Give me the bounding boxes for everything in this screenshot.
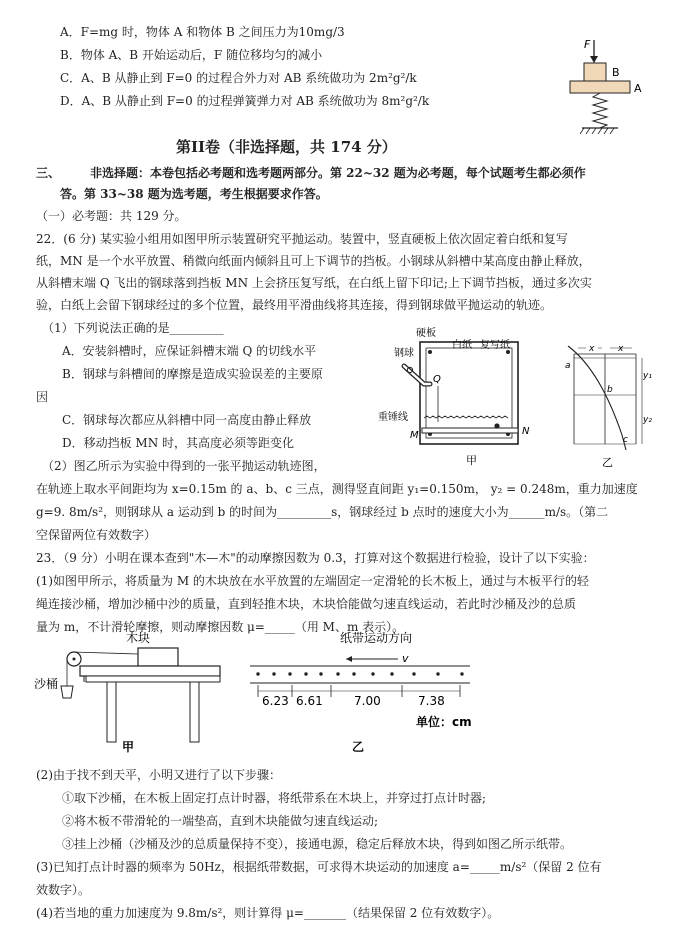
option-a: A．F=mg 时，物体 A 和物体 B 之间压力为10mg/3 <box>60 25 345 39</box>
q23-part4: (4)若当地的重力加速度为 9.8m/s²，则计算得 μ=_______（结果保留 2 位有效数字）。 <box>36 906 500 920</box>
q22-line1: 22．(6 分) 某实验小组用如图甲所示装置研究平抛运动。装置中，竖直硬板上依次固定着白纸和复写 <box>36 232 568 246</box>
segment-2: 6.61 <box>296 694 323 708</box>
label-b-point: b <box>607 385 613 395</box>
label-q: Q <box>433 374 441 385</box>
label-tape-direction: 纸带运动方向 <box>340 631 413 645</box>
section3-num: 三、 <box>36 166 61 180</box>
q22-opt-c: C．钢球每次都应从斜槽中同一高度由静止释放 <box>62 413 312 427</box>
figure-jia-apparatus <box>376 326 534 471</box>
q23-line4: 量为 m，不计滑轮摩擦，则动摩擦因数 μ=_____（用 M、m 表示）。 <box>36 620 405 634</box>
label-whitepaper: 白纸 <box>452 340 472 351</box>
label-x2: x <box>618 344 624 354</box>
caption-23-jia: 甲 <box>122 740 135 754</box>
q22-part2-line2: 在轨迹上取水平间距均为 x=0.15m 的 a、b、c 三点，测得竖直间距 y₁=0.150m， y₂ = 0.248m，重力加速度 <box>36 482 638 496</box>
required-heading: （一）必考题：共 129 分。 <box>36 209 187 223</box>
label-y1: y₁ <box>643 371 652 381</box>
q23-line3: 绳连接沙桶，增加沙桶中沙的质量，直到轻推木块，木块恰能做匀速直线运动，若此时沙桶及沙的总质 <box>36 597 577 611</box>
q22-part2-line1: （2）图乙所示为实验中得到的一张平抛运动轨迹图， <box>42 459 326 473</box>
label-f: F <box>584 38 591 51</box>
label-b: B <box>612 66 620 79</box>
q23-line1: 23．（9 分）小明在课本查到"木—木"的动摩擦因数为 0.3，打算对这个数据进行检验，设计了以下实验： <box>36 551 595 565</box>
label-block: 木块 <box>126 631 151 645</box>
q22-line3: 从斜槽末端 Q 飞出的钢球落到挡板 MN 上会挤压复写纸，在白纸上留下印记;上下调节挡板，通过多次实 <box>36 276 592 290</box>
q23-part3-line1: (3)已知打点计时器的频率为 50Hz，根据纸带数据，可求得木块运动的加速度 a=_____m/s²（保留 2 位有 <box>36 860 602 874</box>
label-a-point: a <box>565 361 571 371</box>
label-c-point: c <box>623 435 628 445</box>
caption-23-yi: 乙 <box>352 740 365 754</box>
q23-step1: ①取下沙桶，在木板上固定打点计时器，将纸带系在木块上，并穿过打点计时器; <box>62 791 487 805</box>
q22-line2: 纸，MN 是一个水平放置、稍微向纸面内倾斜且可上下调节的挡板。小钢球从斜槽中某高度由静止释放， <box>36 254 591 268</box>
label-a: A <box>634 82 642 95</box>
label-m: M <box>410 430 419 441</box>
figure-yi-trajectory <box>560 340 660 472</box>
label-y2: y₂ <box>643 415 652 425</box>
segment-4: 7.38 <box>418 694 445 708</box>
part2-title: 第II卷（非选择题，共 174 分） <box>176 138 397 156</box>
q22-part1: （1）下列说法正确的是_________ <box>42 321 224 335</box>
q23-line2: (1)如图甲所示，将质量为 M 的木块放在水平放置的左端固定一定滑轮的长木板上，通过与木板平行的轻 <box>36 574 589 588</box>
q23-part2: (2)由于找不到天平，小明又进行了以下步骤： <box>36 768 281 782</box>
label-bucket: 沙桶 <box>34 677 59 691</box>
label-hardboard: 硬板 <box>416 328 436 339</box>
label-plumb: 重锤线 <box>378 412 408 423</box>
label-velocity: v <box>402 652 409 665</box>
caption-yi: 乙 <box>602 456 613 469</box>
label-carbon: 复写纸 <box>480 340 510 351</box>
q22-line4: 验，白纸上会留下钢球经过的多个位置，最终用平滑曲线将其连接，得到钢球做平抛运动的轨迹。 <box>36 298 553 312</box>
section3-line2: 答。第 33~38 题为选考题，考生根据要求作答。 <box>60 187 328 201</box>
q22-part2-line4: 空保留两位有效数字） <box>36 528 157 542</box>
option-b: B．物体 A、B 开始运动后，F 随位移均匀的减小 <box>60 48 323 62</box>
figure23-yi-tape <box>246 630 476 758</box>
q23-step3: ③挂上沙桶（沙桶及沙的总质量保持不变），接通电源，稳定后释放木块，得到如图乙所示纸带。 <box>62 837 573 851</box>
q22-opt-a: A．安装斜槽时，应保证斜槽末端 Q 的切线水平 <box>62 344 317 358</box>
q22-opt-d: D．移动挡板 MN 时，其高度必须等距变化 <box>62 436 295 450</box>
label-n: N <box>522 426 530 437</box>
caption-jia: 甲 <box>466 454 477 467</box>
section3-line1: 非选择题：本卷包括必考题和选考题两部分。第 22~32 题为必考题，每个试题考生都必须作 <box>90 166 586 180</box>
label-x1: x <box>589 344 595 354</box>
tape-dots <box>256 672 463 675</box>
segment-3: 7.00 <box>354 694 381 708</box>
q23-part3-line2: 效数字）。 <box>36 883 91 897</box>
q22-opt-b-cont: 因 <box>36 390 49 404</box>
q22-part2-line3: g=9. 8m/s²，则钢球从 a 运动到 b 的时间为_________s，钢球经过 b 点时的速度大小为______m/s。（第二 <box>36 505 609 519</box>
spring-figure <box>560 30 680 140</box>
option-d: D．A、B 从静止到 F=0 的过程弹簧弹力对 AB 系统做功为 8m²g²/k <box>60 94 430 108</box>
q22-opt-b: B．钢球与斜槽间的摩擦是造成实验误差的主要原 <box>62 367 323 381</box>
segment-1: 6.23 <box>262 694 289 708</box>
q23-step2: ②将木板不带滑轮的一端垫高，直到木块能做匀速直线运动; <box>62 814 379 828</box>
label-ball: 钢球 <box>394 348 414 359</box>
label-unit: 单位：cm <box>416 715 472 729</box>
option-c: C．A、B 从静止到 F=0 的过程合外力对 AB 系统做功为 2m²g²/k <box>60 71 417 85</box>
figure23-jia-table <box>30 628 230 756</box>
